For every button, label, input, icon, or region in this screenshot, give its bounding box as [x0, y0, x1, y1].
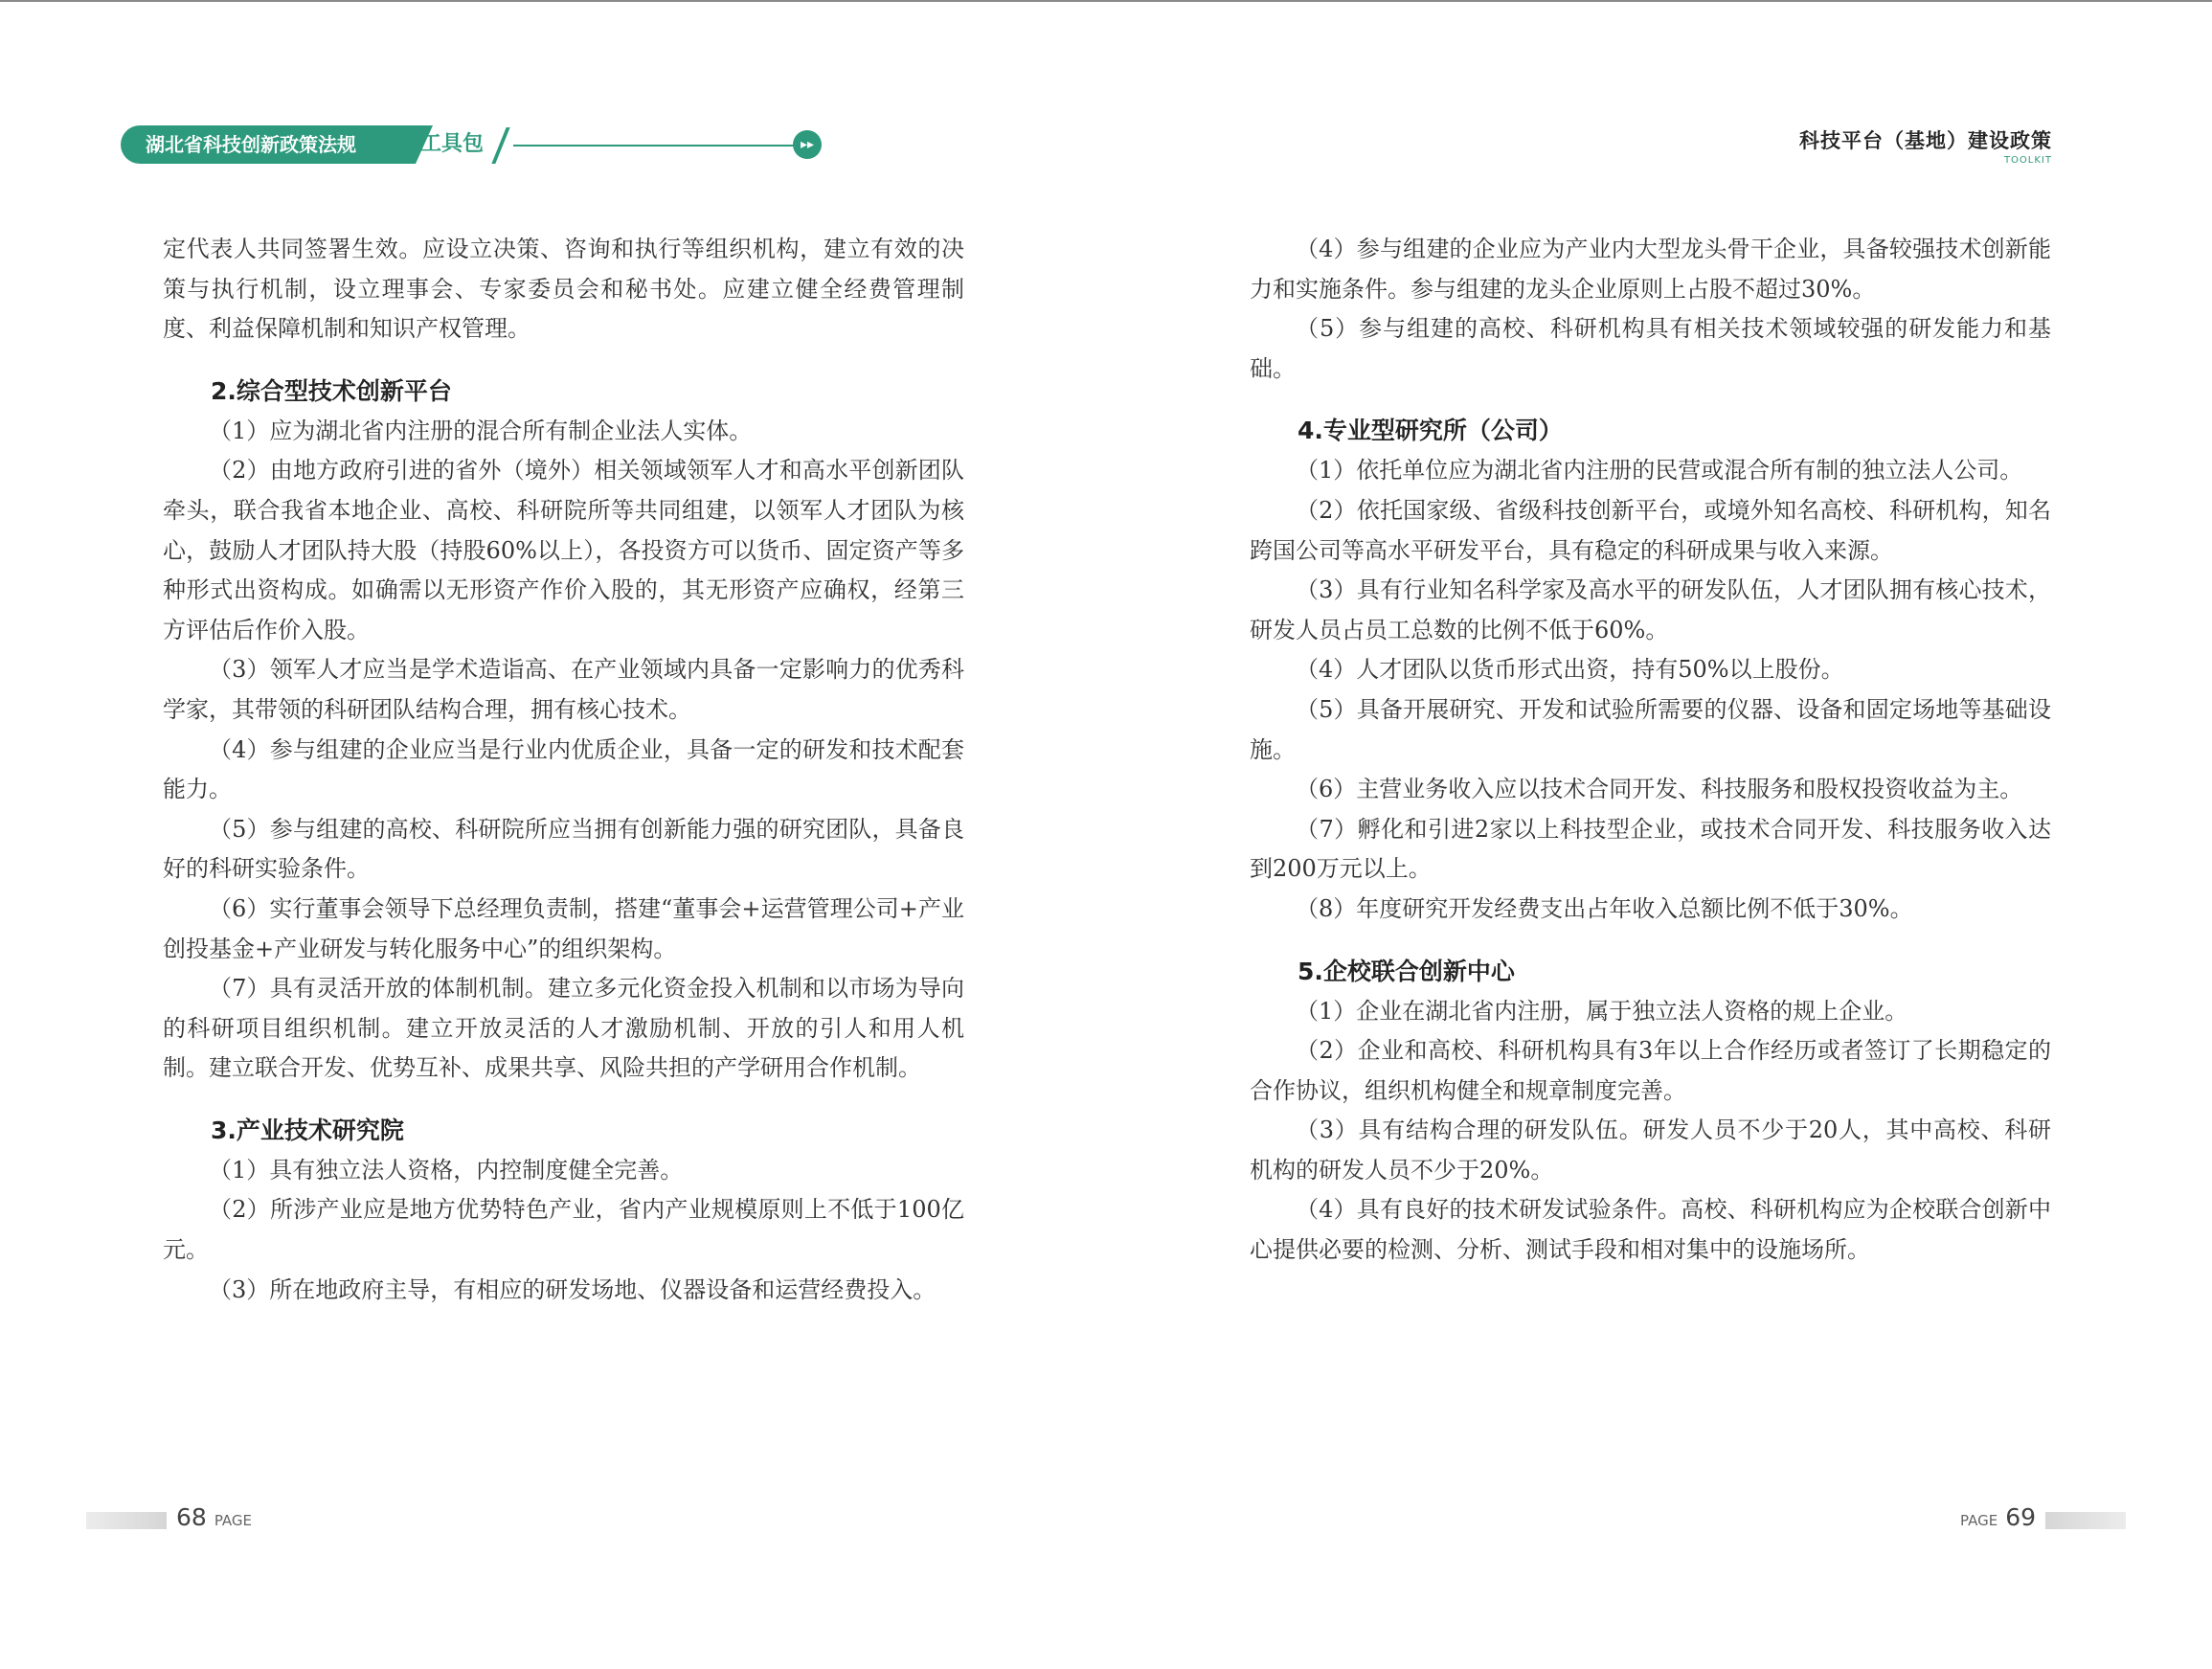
list-item: （2）所涉产业应是地方优势特色产业，省内产业规模原则上不低于100亿元。	[163, 1196, 964, 1264]
list-item: （2）依托国家级、省级科技创新平台，或境外知名高校、科研机构，知名跨国公司等高水平研发平台，具有稳定的科研成果与收入来源。	[1250, 496, 2051, 564]
footer-bar	[86, 1512, 167, 1529]
page-number: 68	[176, 1503, 207, 1531]
list-item: （4）具有良好的技术研发试验条件。高校、科研机构应为企校联合创新中心提供必要的检测、分析、测试手段和相对集中的设施场所。	[1250, 1196, 2051, 1264]
list-item: （6）主营业务收入应以技术合同开发、科技服务和股权投资收益为主。	[1296, 776, 2023, 803]
right-page	[1106, 0, 2212, 1669]
list-item: （3）具有结构合理的研发队伍。研发人员不少于20人，其中高校、科研机构的研发人员不少于20%。	[1250, 1116, 2051, 1184]
page-label: PAGE	[1960, 1512, 1998, 1529]
book-title-banner: 湖北省科技创新政策法规	[121, 125, 408, 164]
list-item: （1）具有独立法人资格，内控制度健全完善。	[209, 1156, 684, 1184]
section-subtitle: TOOLKIT	[2003, 155, 2052, 166]
section-header	[1799, 126, 2052, 167]
list-item: （3）所在地政府主导，有相应的研发场地、仪器设备和运营经费投入。	[209, 1275, 937, 1303]
list-item: （4）参与组建的企业应当是行业内优质企业，具备一定的研发和技术配套能力。	[163, 735, 964, 803]
list-item: （5）参与组建的高校、科研机构具有相关技术领域较强的研发能力和基础。	[1250, 315, 2051, 382]
list-item: （2）企业和高校、科研机构具有3年以上合作经历或者签订了长期稳定的合作协议，组织机构健全和规章制度完善。	[1250, 1037, 2051, 1104]
section-title: 科技平台（基地）建设政策	[1799, 129, 2052, 152]
footer-bar	[2045, 1512, 2126, 1529]
left-text-column	[163, 230, 964, 1310]
paragraph: 定代表人共同签署生效。应设立决策、咨询和执行等组织机构，建立有效的决策与执行机制，设立理事会、专家委员会和秘书处。应建立健全经费管理制度、利益保障机制和知识产权管理。	[163, 236, 964, 343]
right-text-column	[1250, 230, 2051, 1271]
list-item: （1）依托单位应为湖北省内注册的民营或混合所有制的独立法人公司。	[1296, 457, 2023, 485]
toolkit-label: 工具包	[420, 132, 485, 156]
list-item: （1）企业在湖北省内注册，属于独立法人资格的规上企业。	[1296, 997, 1908, 1025]
list-item: （4）人才团队以货币形式出资，持有50%以上股份。	[1296, 656, 1844, 684]
list-item: （1）应为湖北省内注册的混合所有制企业法人实体。	[209, 417, 753, 444]
header-rule	[513, 145, 797, 147]
page-number-left	[176, 1503, 260, 1531]
list-item: （5）具备开展研究、开发和试验所需要的仪器、设备和固定场地等基础设施。	[1250, 695, 2051, 763]
header-slash-divider	[491, 127, 509, 164]
list-item: （4）参与组建的企业应为产业内大型龙头骨干企业，具备较强技术创新能力和实施条件。参与组建的龙头企业原则上占股不超过30%。	[1250, 236, 2051, 303]
list-item: （7）具有灵活开放的体制机制。建立多元化资金投入机制和以市场为导向的科研项目组织机制。建立开放灵活的人才激励机制、开放的引人和用人机制。建立联合开发、优势互补、成果共享、风险共担的产学研用合作机制。	[163, 975, 964, 1082]
page-number: 69	[2005, 1503, 2036, 1531]
list-item: （7）孵化和引进2家以上科技型企业，或技术合同开发、科技服务收入达到200万元以上。	[1250, 815, 2051, 883]
section-heading-5: 5.企校联合创新中心	[1298, 957, 1515, 985]
list-item: （2）由地方政府引进的省外（境外）相关领域领军人才和高水平创新团队牵头，联合我省本地企业、高校、科研院所等共同组建，以领军人才团队为核心，鼓励人才团队持大股（持股60%以上），各投资方可以货币、固定资产等多种形式出资构成。如确需以无形资产作价入股的，其无形资产应确权，经第三方评估后作价入股。	[163, 457, 964, 643]
page-number-right	[1952, 1503, 2036, 1531]
book-header	[121, 125, 815, 164]
section-heading-4: 4.专业型研究所（公司）	[1298, 417, 1563, 445]
list-item: （3）领军人才应当是学术造诣高、在产业领域内具备一定影响力的优秀科学家，其带领的科研团队结构合理，拥有核心技术。	[163, 656, 964, 723]
section-heading-3: 3.产业技术研究院	[211, 1116, 404, 1144]
list-item: （8）年度研究开发经费支出占年收入总额比例不低于30%。	[1296, 894, 1913, 922]
list-item: （6）实行董事会领导下总经理负责制，搭建“董事会+运营管理公司+产业创投基金+产业研发与转化服务中心”的组织架构。	[163, 894, 964, 962]
list-item: （3）具有行业知名科学家及高水平的研发队伍，人才团队拥有核心技术，研发人员占员工总数的比例不低于60%。	[1250, 576, 2051, 643]
arrow-right-icon: ▸▸	[793, 130, 822, 159]
section-heading-2: 2.综合型技术创新平台	[211, 376, 452, 405]
list-item: （5）参与组建的高校、科研院所应当拥有创新能力强的研究团队，具备良好的科研实验条件。	[163, 815, 964, 883]
page-label: PAGE	[214, 1512, 252, 1529]
